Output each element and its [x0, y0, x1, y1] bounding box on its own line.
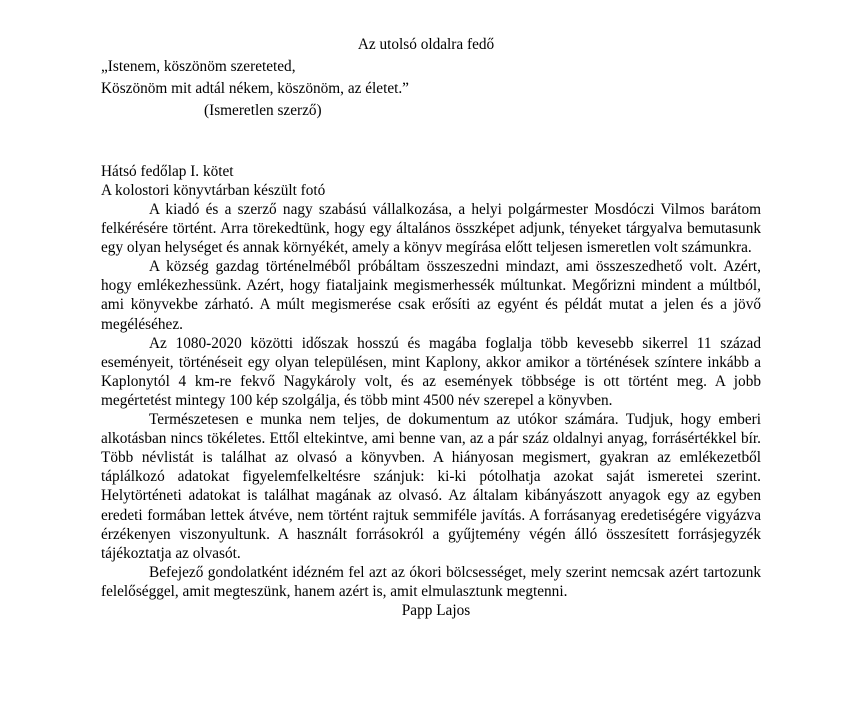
caption-line-1: Hátsó fedőlap I. kötet — [101, 163, 234, 180]
quote-line-1: „Istenem, köszönöm szereteted, — [101, 58, 296, 75]
body-paragraph-1: A kiadó és a szerző nagy szabású vállalkozása, a helyi polgármester Mosdóczi Vilmos barátom felkérésére történt. Arra törekedtünk, hogy egy általános összképet adjunk, tényeket tárgyalva bemutasunk egy olyan helységet és annak környékét, amely a könyv megírása előtt teljesen ismeretlen volt számunkra. — [101, 201, 761, 257]
quote-line-2: Köszönöm mit adtál nékem, köszönöm, az életet.” — [101, 80, 409, 97]
body-paragraph-3: Az 1080-2020 közötti időszak hosszú és magába foglalja több kevesebb sikerrel 11 század eseményeit, történéseit egy olyan településen, mint Kaplony, akkor amikor a történések színtere inkább a Kaplonytól 4 km-re fekvő Nagykároly volt, és az események többsége is ott történt meg. A jobb megértetést mintegy 100 kép szolgálja, és több mint 4500 név szerepel a könyvben. — [101, 334, 761, 409]
document-page — [101, 34, 761, 620]
document-title: Az utolsó oldalra fedő — [357, 36, 495, 53]
author-signature: Papp Lajos — [401, 601, 471, 619]
body-paragraph-5: Befejező gondolatként idézném fel azt az ókori bölcsességet, mely szerint nemcsak azért tartozunk felelőséggel, amit megteszünk, hanem azért is, amit elmulasztunk megtenni. — [101, 563, 761, 600]
section-spacer — [101, 122, 761, 162]
caption-line-2: A kolostori könyvtárban készült fotó — [101, 182, 326, 199]
body-paragraph-4: Természetesen e munka nem teljes, de dokumentum az utókor számára. Tudjuk, hogy emberi alkotásban nincs tökéletes. Ettől eltekintve, ami benne van, az a pár száz oldalnyi anyag, forrásértékkel bír. Több névlistát is találhat az olvasó a könyvben. A hiányosan megismert, gyakran az emlékezetből táplálkozó adatokat figyelemfelkeltésre szánjuk: ki-ki pótolhatja azokat saját ismeretei szerint. Helytörténeti adatokat is találhat magának az olvasó. Az általam kibányászott anyagok egy az egyben eredeti formában lettek átvéve, nem történt rajtuk semmiféle javítás. A forrásanyag eredetiségére vigyázva érzékenyen viszonyultunk. A használt forrásokról a gyűjtemény végén álló összesített forrásjegyzék tájékoztatja az olvasót. — [101, 411, 761, 562]
quote-author: (Ismeretlen szerző) — [204, 102, 322, 119]
body-paragraph-2: A község gazdag történelméből próbáltam összeszedni mindazt, ami összeszedhető volt. Azért, hogy emlékezhessünk. Azért, hogy fiataljaink megismerhessék múltunkat. Megőrizni mindent a múltból, ami könyvekbe zárható. A múlt megismerése csak erősíti az egyént és példát mutat a jelen és a jövő megéléséhez. — [101, 258, 761, 333]
quote-block — [101, 56, 761, 122]
